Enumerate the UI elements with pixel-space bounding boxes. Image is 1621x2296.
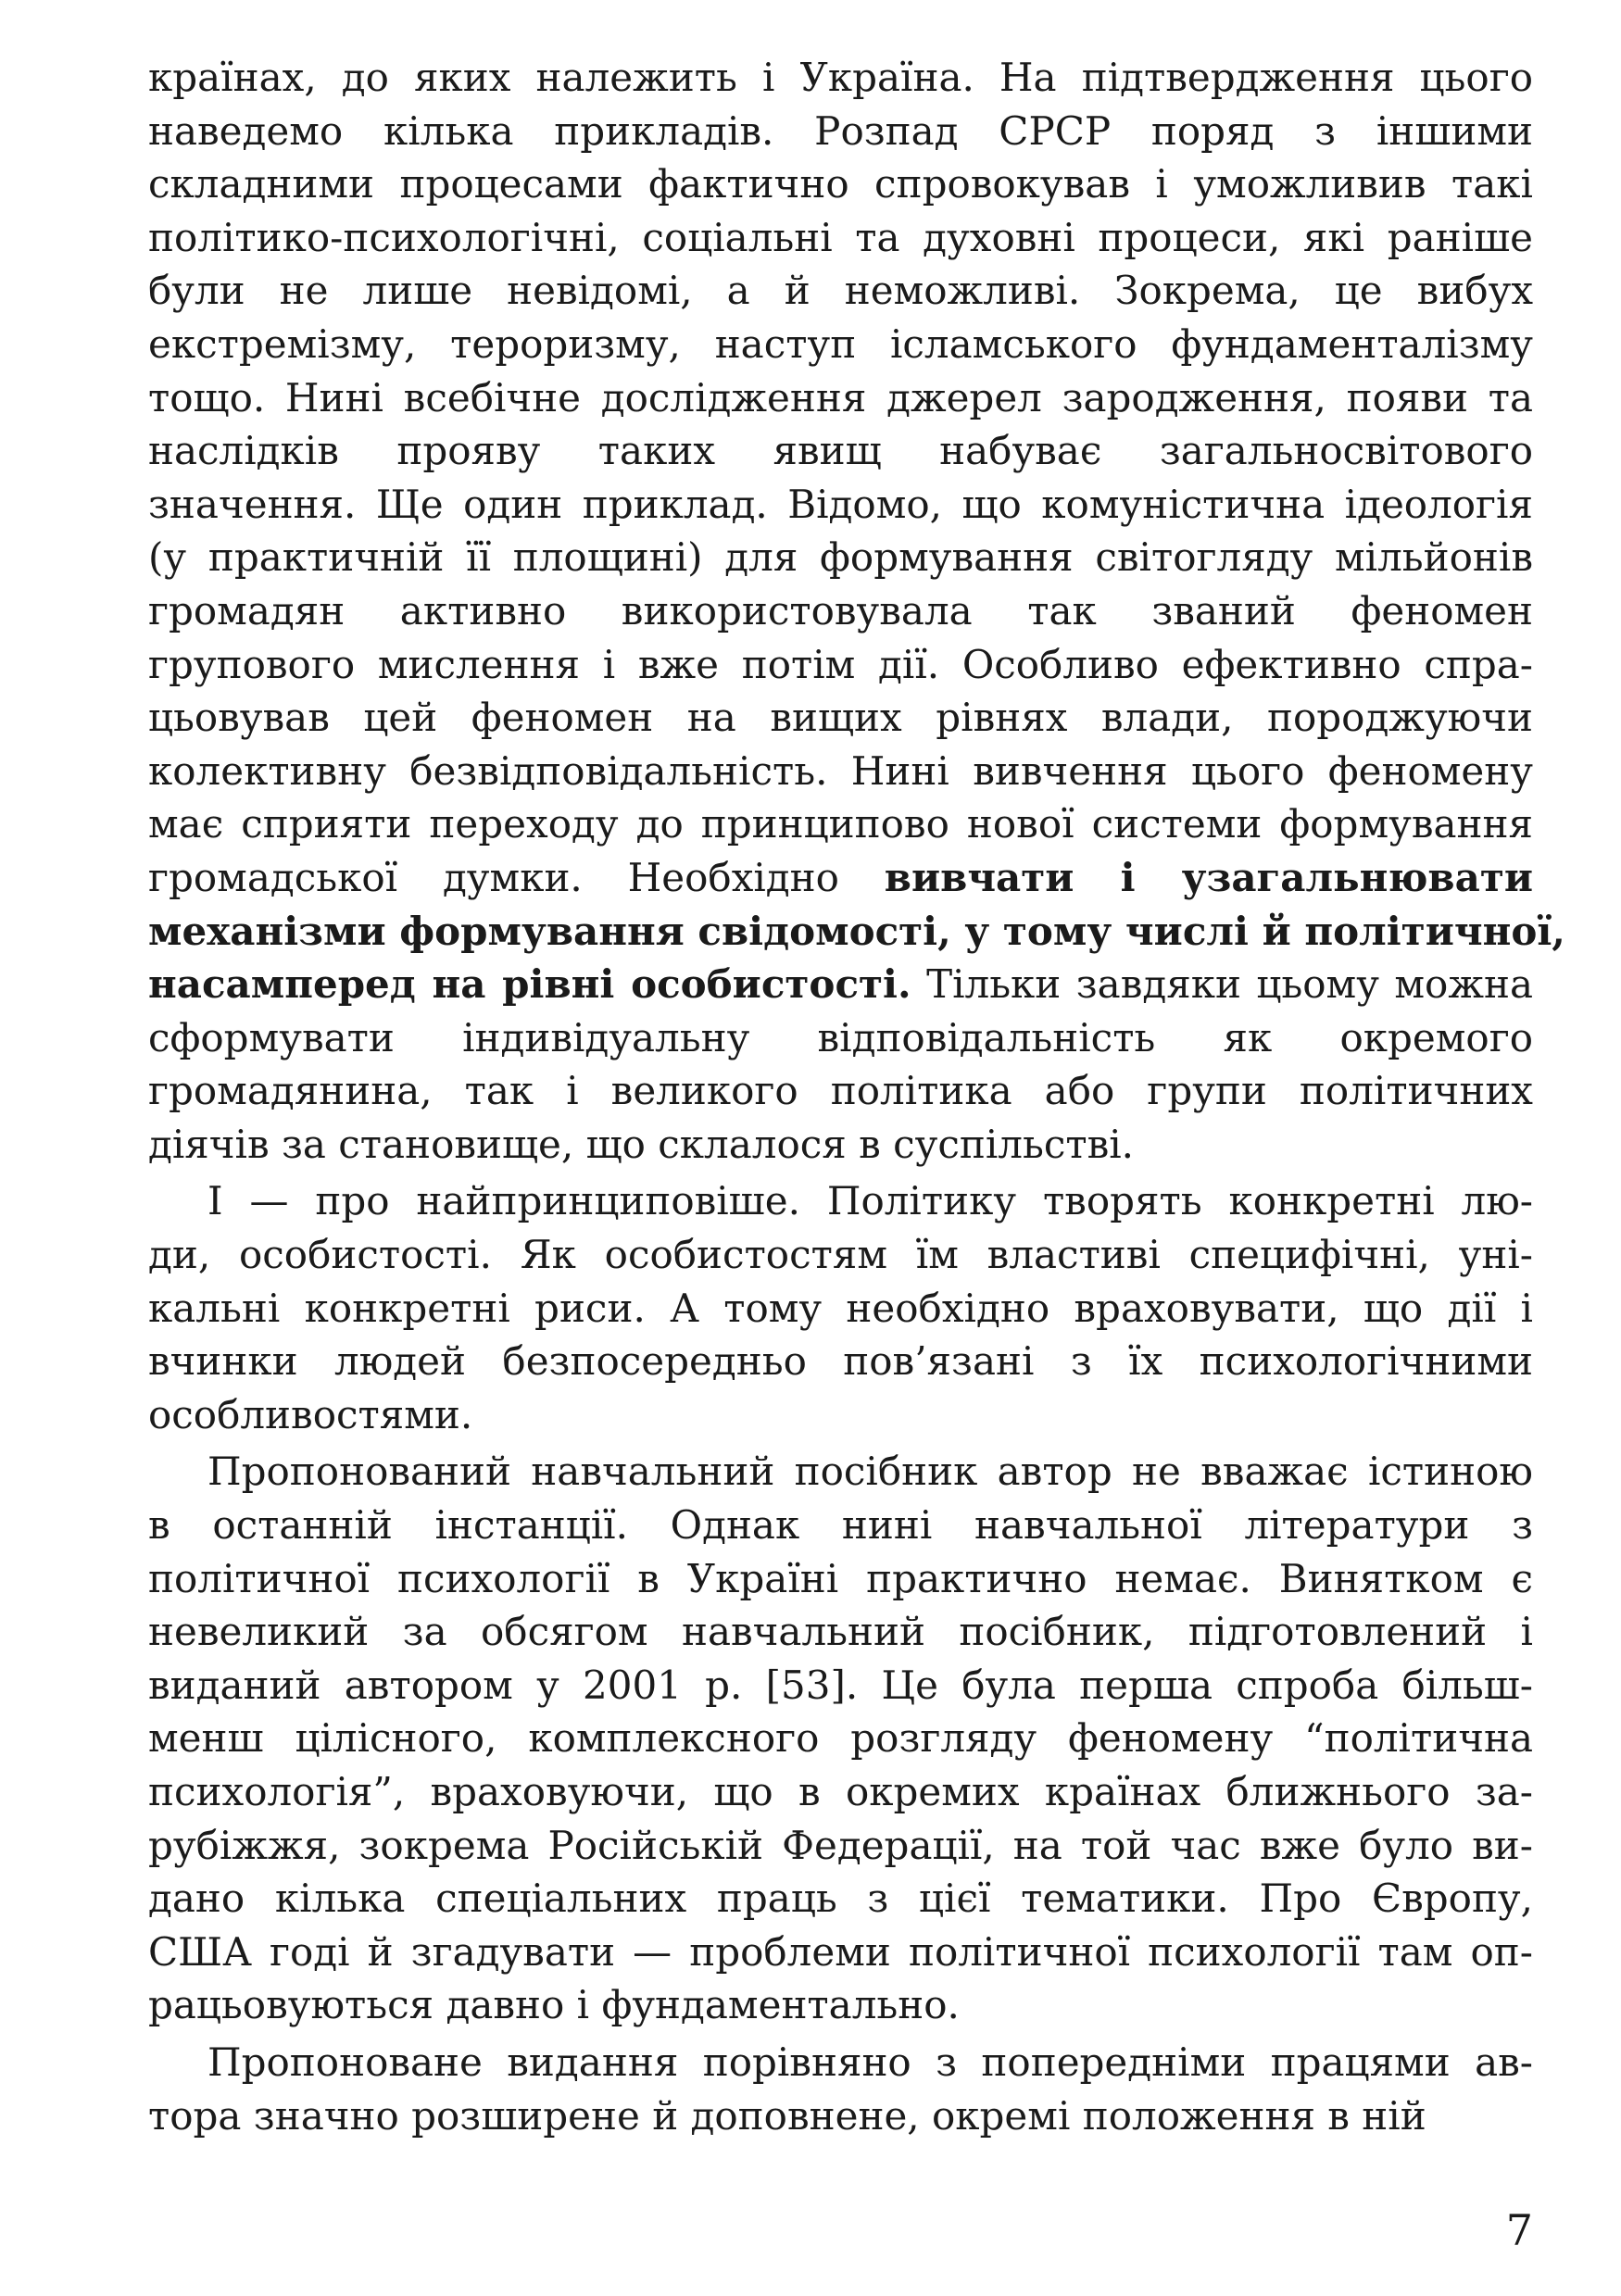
text-segment: групового мислення і вже потім дії. Особливо ефективно спра- xyxy=(148,641,1533,687)
text-line xyxy=(148,1926,1533,1979)
text-line xyxy=(148,691,1533,745)
text-line xyxy=(148,264,1533,318)
text-line xyxy=(148,1712,1533,1765)
text-segment: рацьовуються давно і фундаментально. xyxy=(148,1982,960,2028)
text-segment: громадянина, так і великого політика або групи політичних xyxy=(148,1068,1533,1114)
text-line xyxy=(148,851,1533,905)
text-segment: наслідків прояву таких явищ набуває загальносвітового xyxy=(148,428,1533,474)
bold-text-segment: вивчати і узагальнювати xyxy=(884,854,1533,900)
text-line xyxy=(148,1765,1533,1819)
text-segment: складними процесами фактично спровокував і уможливив такі xyxy=(148,161,1533,207)
bold-text-segment: насамперед на рівні особистості. xyxy=(148,961,911,1008)
text-line xyxy=(148,371,1533,425)
text-line xyxy=(148,1174,1533,1228)
text-line xyxy=(148,1819,1533,1873)
text-segment: колективну безвідповідальність. Нині вивчення цього феномену xyxy=(148,747,1533,794)
text-segment: наведемо кілька прикладів. Розпад СРСР поряд з іншими xyxy=(148,107,1533,154)
text-line xyxy=(148,958,1533,1011)
text-line xyxy=(148,318,1533,371)
text-flow xyxy=(148,51,1565,2142)
text-segment: цьовував цей феномен на вищих рівнях влади, породжуючи xyxy=(148,695,1533,741)
page-body xyxy=(148,51,1565,2142)
text-line xyxy=(148,2036,1533,2089)
text-line xyxy=(148,638,1533,692)
text-line xyxy=(148,1978,1533,2032)
text-segment: виданий автором у 2001 р. [53]. Це була перша спроба більш- xyxy=(148,1662,1533,1708)
text-segment: Пропонований навчальний посібник автор не вважає істиною xyxy=(207,1449,1533,1495)
text-segment: (у практичній її площині) для формування світогляду мільйонів xyxy=(148,534,1533,581)
text-segment: політико-психологічні, соціальні та духовні процеси, які раніше xyxy=(148,214,1533,260)
text-segment: вчинки людей безпосередньо пов’язані з їх психологічними xyxy=(148,1338,1533,1385)
text-line xyxy=(148,157,1533,211)
text-segment: психологія”, враховуючи, що в окремих країнах ближнього за- xyxy=(148,1769,1533,1814)
paragraph xyxy=(148,2036,1533,2142)
text-segment: значення. Ще один приклад. Відомо, що комуністична ідеологія xyxy=(148,481,1533,527)
text-line xyxy=(148,2089,1533,2143)
text-line xyxy=(148,211,1533,265)
text-segment: ди, особистості. Як особистостям їм властиві специфічні, уні- xyxy=(148,1232,1533,1278)
text-segment: Пропоноване видання порівняно з попередніми працями ав- xyxy=(207,2039,1533,2085)
text-line xyxy=(148,797,1533,851)
bold-text-segment: механізми формування свідомості, у тому числі й політичної, xyxy=(148,908,1565,954)
text-segment: в останній інстанції. Однак нині навчальної літератури з xyxy=(148,1502,1533,1549)
text-line xyxy=(148,745,1533,798)
text-line xyxy=(148,905,1565,959)
text-segment: громадської думки. Необхідно xyxy=(148,854,885,900)
text-segment: тора значно розширене й доповнене, окремі положення в ній xyxy=(148,2092,1426,2139)
paragraph xyxy=(148,51,1565,1171)
text-line xyxy=(148,531,1533,584)
text-segment: дано кілька спеціальних праць з цієї тематики. Про Європу, xyxy=(148,1876,1533,1922)
text-line xyxy=(148,1872,1533,1926)
text-segment: громадян активно використовувала так званий феномен xyxy=(148,587,1533,634)
text-line xyxy=(148,424,1533,478)
text-segment: сформувати індивідуальну відповідальність як окремого xyxy=(148,1014,1533,1060)
text-segment: США годі й згадувати — проблеми політичної психології там оп- xyxy=(148,1928,1533,1975)
text-line xyxy=(148,1335,1533,1388)
text-line xyxy=(148,1445,1533,1499)
text-segment: невеликий за обсягом навчальний посібник, підготовлений і xyxy=(148,1609,1533,1655)
text-segment: Тільки завдяки цьому можна xyxy=(911,961,1533,1008)
text-line xyxy=(148,1011,1533,1065)
text-line xyxy=(148,105,1533,158)
text-segment: особливостями. xyxy=(148,1391,473,1437)
text-line xyxy=(148,1282,1533,1336)
text-segment: рубіжжя, зокрема Російській Федерації, на той час вже було ви- xyxy=(148,1822,1533,1868)
text-segment: кальні конкретні риси. А тому необхідно враховувати, що дії і xyxy=(148,1285,1533,1331)
text-line xyxy=(148,1388,1533,1442)
text-segment: політичної психології в Україні практично немає. Винятком є xyxy=(148,1555,1533,1601)
text-line xyxy=(148,1499,1533,1552)
text-line xyxy=(148,51,1533,105)
text-line xyxy=(148,478,1533,532)
text-segment: має сприяти переходу до принципово нової системи формування xyxy=(148,801,1533,847)
text-line xyxy=(148,584,1533,638)
paragraph xyxy=(148,1445,1533,2032)
text-line xyxy=(148,1064,1533,1118)
text-segment: були не лише невідомі, а й неможливі. Зокрема, це вибух xyxy=(148,268,1533,314)
text-line xyxy=(148,1605,1533,1659)
text-line xyxy=(148,1228,1533,1282)
text-segment: екстремізму, тероризму, наступ ісламського фундаменталізму xyxy=(148,320,1533,367)
page-number: 7 xyxy=(1505,2205,1533,2255)
text-segment: діячів за становище, що склалося в суспільстві. xyxy=(148,1121,1135,1167)
text-segment: менш цілісного, комплексного розгляду феномену “політична xyxy=(148,1715,1533,1762)
paragraph xyxy=(148,1174,1533,1441)
text-line xyxy=(148,1659,1533,1713)
text-segment: тощо. Нині всебічне дослідження джерел зародження, появи та xyxy=(148,374,1533,420)
text-line xyxy=(148,1552,1533,1606)
text-line xyxy=(148,1118,1533,1172)
text-segment: країнах, до яких належить і Україна. На підтвердження цього xyxy=(148,55,1533,100)
text-segment: І — про найпринциповіше. Політику творять конкретні лю- xyxy=(207,1178,1533,1224)
